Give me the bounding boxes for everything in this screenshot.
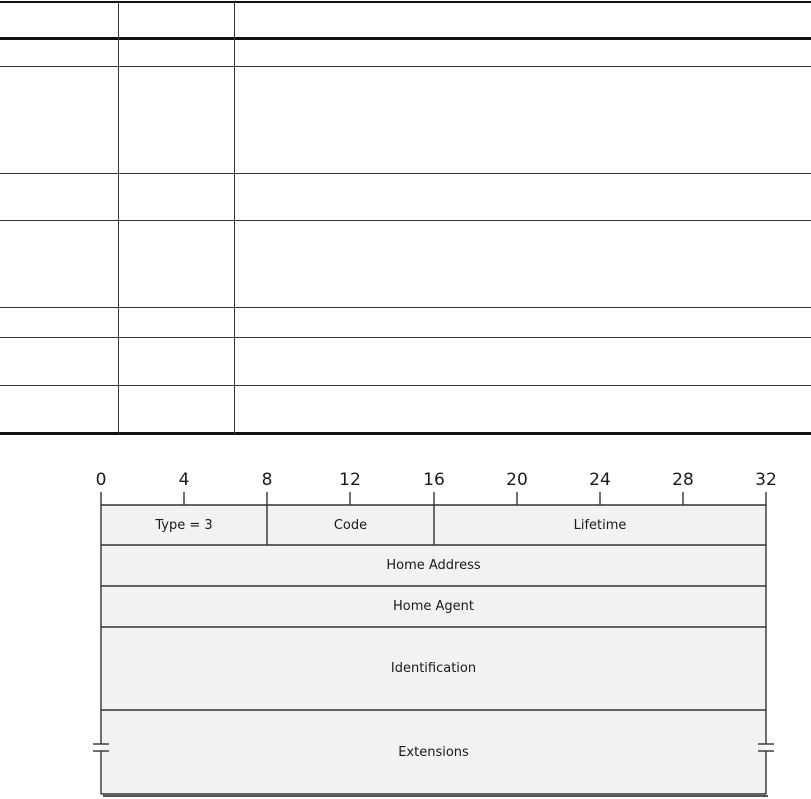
identification-field-label: Identification <box>390 661 477 676</box>
table-bottom-rule <box>0 432 811 435</box>
code-field-label: Code <box>333 517 368 533</box>
table-row-divider <box>0 307 811 308</box>
table-row-divider <box>0 385 811 386</box>
bit-number: 16 <box>423 470 445 490</box>
bit-number: 0 <box>95 470 107 490</box>
bit-number: 24 <box>589 470 611 490</box>
extensions-field-label: Extensions <box>398 744 469 760</box>
bit-number: 8 <box>261 470 273 490</box>
table-top-rule <box>0 1 811 3</box>
table-header-rule <box>0 37 811 40</box>
bit-number: 28 <box>672 470 694 490</box>
registration-reply-packet-diagram <box>0 440 811 799</box>
type-field-label: Type = 3 <box>155 517 213 533</box>
home-address-field-label: Home Address <box>386 558 481 573</box>
home-agent-field-label: Home Agent <box>392 599 474 614</box>
table-column-divider <box>118 3 119 435</box>
bit-number: 20 <box>506 470 528 490</box>
diagram-lines <box>0 440 811 799</box>
bit-number: 32 <box>755 470 777 490</box>
table-row-divider <box>0 173 811 174</box>
table-row-divider <box>0 220 811 221</box>
bit-number: 12 <box>339 470 361 490</box>
bit-number: 4 <box>178 470 190 490</box>
table-row-divider <box>0 66 811 67</box>
table-column-divider <box>234 3 235 435</box>
table-row-divider <box>0 337 811 338</box>
lifetime-field-label: Lifetime <box>573 517 627 533</box>
